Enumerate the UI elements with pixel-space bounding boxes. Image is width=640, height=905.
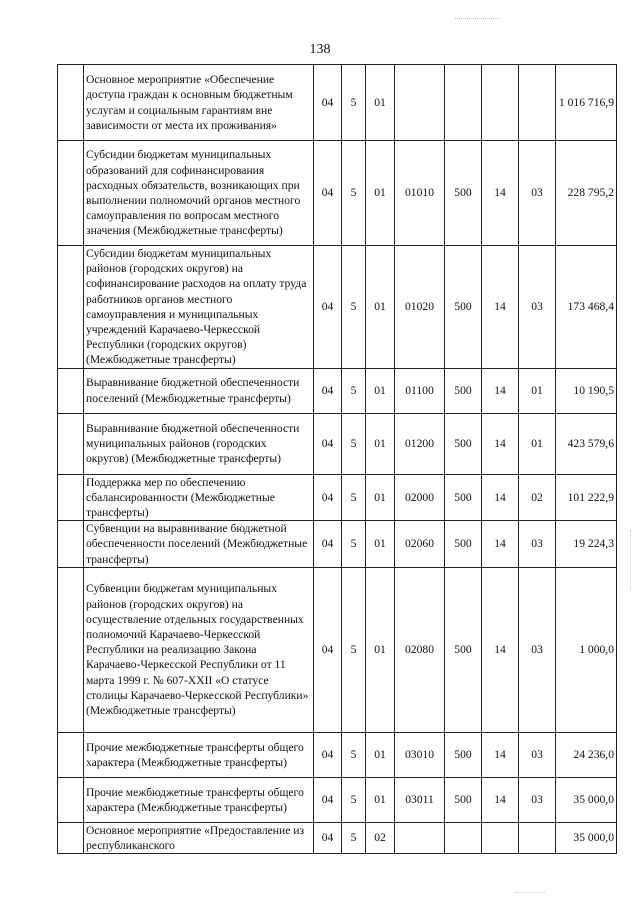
code-cell: 5 [342, 246, 366, 369]
code-cell: 14 [482, 141, 519, 246]
empty-cell [58, 413, 84, 474]
code-cell: 5 [342, 521, 366, 568]
amount-cell: 101 222,9 [556, 474, 617, 521]
code-cell: 01200 [395, 413, 445, 474]
code-cell: 01 [366, 413, 395, 474]
table-row [58, 567, 617, 732]
code-cell: 03010 [395, 732, 445, 777]
code-cell: 14 [482, 246, 519, 369]
table-row [58, 822, 617, 853]
amount-cell: 173 468,4 [556, 246, 617, 369]
amount-cell: 1 016 716,9 [556, 65, 617, 141]
code-cell: 04 [314, 368, 342, 413]
code-cell: 14 [482, 732, 519, 777]
code-cell: 04 [314, 141, 342, 246]
empty-cell [58, 141, 84, 246]
item-name-cell: Основное мероприятие «Предоставление из республиканского [84, 822, 314, 853]
code-cell: 500 [445, 732, 482, 777]
code-cell: 02080 [395, 567, 445, 732]
code-cell [482, 65, 519, 141]
code-cell: 04 [314, 777, 342, 822]
code-cell: 14 [482, 413, 519, 474]
code-cell: 01 [366, 732, 395, 777]
table-row [58, 65, 617, 141]
amount-cell: 19 224,3 [556, 521, 617, 568]
code-cell: 01 [519, 368, 556, 413]
code-cell: 01 [366, 474, 395, 521]
amount-cell: 24 236,0 [556, 732, 617, 777]
code-cell: 01010 [395, 141, 445, 246]
empty-cell [58, 474, 84, 521]
code-cell: 01 [366, 567, 395, 732]
code-cell: 500 [445, 246, 482, 369]
item-name-cell: Субвенции бюджетам муниципальных районов (городских округов) на осуществление отдельных государственных полномочий Карачаево-Черкесской Республики на реализацию Закона Карачаево-Черкесской Республики от 11 марта 1999 г. № 607-XXII «О статусе столицы Карачаево-Черкесской Республики» (Межбюджетные трансферты) [84, 567, 314, 732]
code-cell [445, 822, 482, 853]
empty-cell [58, 368, 84, 413]
code-cell: 04 [314, 567, 342, 732]
code-cell: 03 [519, 246, 556, 369]
page-number: 138 [309, 42, 331, 57]
item-name-cell: Поддержка мер по обеспечению сбалансированности (Межбюджетные трансферты) [84, 474, 314, 521]
amount-cell: 10 190,5 [556, 368, 617, 413]
code-cell: 03 [519, 732, 556, 777]
code-cell: 03 [519, 777, 556, 822]
scan-mark [630, 530, 631, 590]
code-cell: 500 [445, 413, 482, 474]
item-name-cell: Выравнивание бюджетной обеспеченности муниципальных районов (городских округов) (Межбюджетные трансферты) [84, 413, 314, 474]
code-cell: 04 [314, 822, 342, 853]
code-cell: 04 [314, 246, 342, 369]
table-row [58, 732, 617, 777]
code-cell: 5 [342, 732, 366, 777]
code-cell: 5 [342, 368, 366, 413]
amount-cell: 35 000,0 [556, 822, 617, 853]
table-row [58, 521, 617, 568]
code-cell: 01 [366, 246, 395, 369]
item-name-cell: Субвенции на выравнивание бюджетной обеспеченности поселений (Межбюджетные трансферты) [84, 521, 314, 568]
code-cell: 500 [445, 567, 482, 732]
empty-cell [58, 246, 84, 369]
code-cell: 03 [519, 141, 556, 246]
code-cell: 01100 [395, 368, 445, 413]
table-row [58, 368, 617, 413]
budget-table-body [58, 65, 617, 854]
table-row [58, 474, 617, 521]
table-row [58, 141, 617, 246]
amount-cell: 423 579,6 [556, 413, 617, 474]
code-cell: 03 [519, 567, 556, 732]
code-cell: 500 [445, 368, 482, 413]
empty-cell [58, 732, 84, 777]
empty-cell [58, 567, 84, 732]
code-cell: 02060 [395, 521, 445, 568]
code-cell: 01 [519, 413, 556, 474]
code-cell: 14 [482, 777, 519, 822]
code-cell: 14 [482, 567, 519, 732]
code-cell: 01 [366, 141, 395, 246]
item-name-cell: Субсидии бюджетам муниципальных образований для софинансирования расходных обязательств, возникающих при выполнении полномочий органов местного самоуправления по вопросам местного значения (Межбюджетные трансферты) [84, 141, 314, 246]
code-cell [482, 822, 519, 853]
item-name-cell: Прочие межбюджетные трансферты общего характера (Межбюджетные трансферты) [84, 777, 314, 822]
empty-cell [58, 822, 84, 853]
code-cell: 03 [519, 521, 556, 568]
code-cell: 5 [342, 141, 366, 246]
empty-cell [58, 521, 84, 568]
code-cell: 01 [366, 521, 395, 568]
code-cell: 04 [314, 65, 342, 141]
amount-cell: 1 000,0 [556, 567, 617, 732]
empty-cell [58, 65, 84, 141]
code-cell: 04 [314, 413, 342, 474]
budget-table [57, 64, 617, 854]
code-cell: 5 [342, 777, 366, 822]
code-cell: 5 [342, 65, 366, 141]
code-cell: 01 [366, 65, 395, 141]
item-name-cell: Основное мероприятие «Обеспечение доступа граждан к основным бюджетным услугам и социальным гарантиям вне зависимости от места их проживания» [84, 65, 314, 141]
code-cell: 01 [366, 777, 395, 822]
scan-mark [455, 18, 500, 19]
code-cell [519, 65, 556, 141]
empty-cell [58, 777, 84, 822]
item-name-cell: Выравнивание бюджетной обеспеченности поселений (Межбюджетные трансферты) [84, 368, 314, 413]
code-cell [519, 822, 556, 853]
code-cell: 02000 [395, 474, 445, 521]
code-cell: 14 [482, 368, 519, 413]
code-cell: 500 [445, 521, 482, 568]
code-cell: 500 [445, 474, 482, 521]
code-cell: 04 [314, 474, 342, 521]
code-cell: 01 [366, 368, 395, 413]
item-name-cell: Субсидии бюджетам муниципальных районов (городских округов) на софинансирование расходов на оплату труда работников органов местного самоуправления и муниципальных учреждений Карачаево-Черкесской Республики (городских округов) (Межбюджетные трансферты) [84, 246, 314, 369]
code-cell: 01020 [395, 246, 445, 369]
code-cell: 02 [366, 822, 395, 853]
code-cell: 500 [445, 141, 482, 246]
code-cell [395, 65, 445, 141]
code-cell: 04 [314, 521, 342, 568]
code-cell: 5 [342, 413, 366, 474]
table-row [58, 246, 617, 369]
code-cell: 500 [445, 777, 482, 822]
amount-cell: 35 000,0 [556, 777, 617, 822]
code-cell: 03011 [395, 777, 445, 822]
code-cell: 02 [519, 474, 556, 521]
table-row [58, 413, 617, 474]
amount-cell: 228 795,2 [556, 141, 617, 246]
scan-mark [515, 892, 545, 893]
code-cell: 14 [482, 521, 519, 568]
table-row [58, 777, 617, 822]
code-cell [445, 65, 482, 141]
code-cell: 5 [342, 474, 366, 521]
code-cell: 04 [314, 732, 342, 777]
code-cell [395, 822, 445, 853]
item-name-cell: Прочие межбюджетные трансферты общего характера (Межбюджетные трансферты) [84, 732, 314, 777]
code-cell: 5 [342, 822, 366, 853]
code-cell: 14 [482, 474, 519, 521]
code-cell: 5 [342, 567, 366, 732]
